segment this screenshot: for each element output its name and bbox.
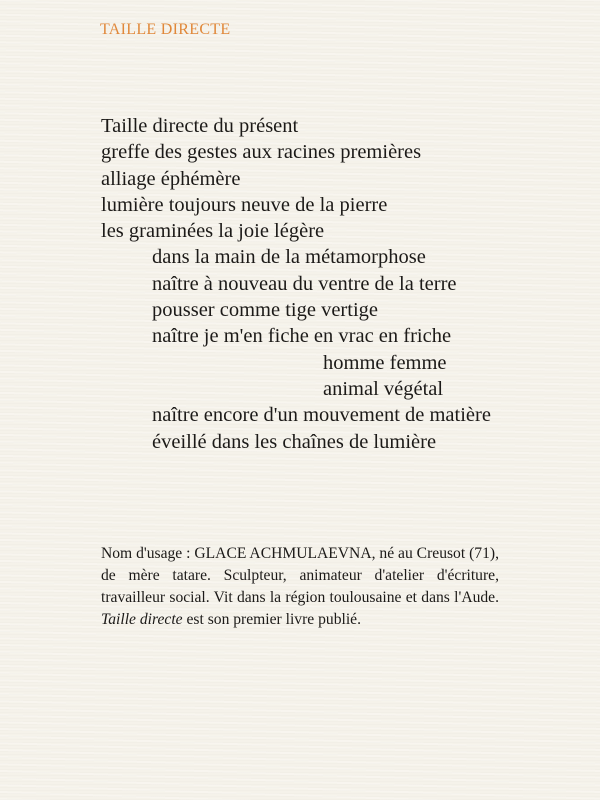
- poem-line: naître je m'en fiche en vrac en friche: [152, 325, 452, 348]
- poem-line: éveillé dans les chaînes de lumière: [152, 430, 437, 453]
- poem-line: greffe des gestes aux racines premières: [101, 141, 422, 164]
- poem-line: naître à nouveau du ventre de la terre: [152, 272, 457, 295]
- poem-line: homme femme: [323, 351, 447, 374]
- running-title: TAILLE DIRECTE: [100, 21, 231, 38]
- poem-line: naître encore d'un mouvement de matière: [152, 404, 491, 427]
- poem-line: pousser comme tige vertige: [152, 299, 379, 322]
- author-bio: [101, 543, 499, 631]
- poem: [101, 113, 491, 455]
- bio-text-end: est son premier livre publié.: [182, 611, 361, 628]
- poem-line: lumière toujours neuve de la pierre: [101, 193, 388, 216]
- poem-line: alliage éphémère: [101, 167, 241, 190]
- poem-line: animal végétal: [323, 377, 444, 400]
- poem-line: les graminées la joie légère: [101, 220, 325, 243]
- bio-text: Nom d'usage : GLACE ACHMULAEVNA, né au Creusot (71), de mère tatare. Sculpteur, animateur d'atelier d'écriture, travailleur social. Vit dans la région toulousaine et dans l'Aude.: [101, 545, 499, 606]
- poem-line: dans la main de la métamorphose: [152, 246, 426, 269]
- bio-book-title: Taille directe: [101, 611, 183, 628]
- poem-line: Taille directe du présent: [101, 115, 299, 137]
